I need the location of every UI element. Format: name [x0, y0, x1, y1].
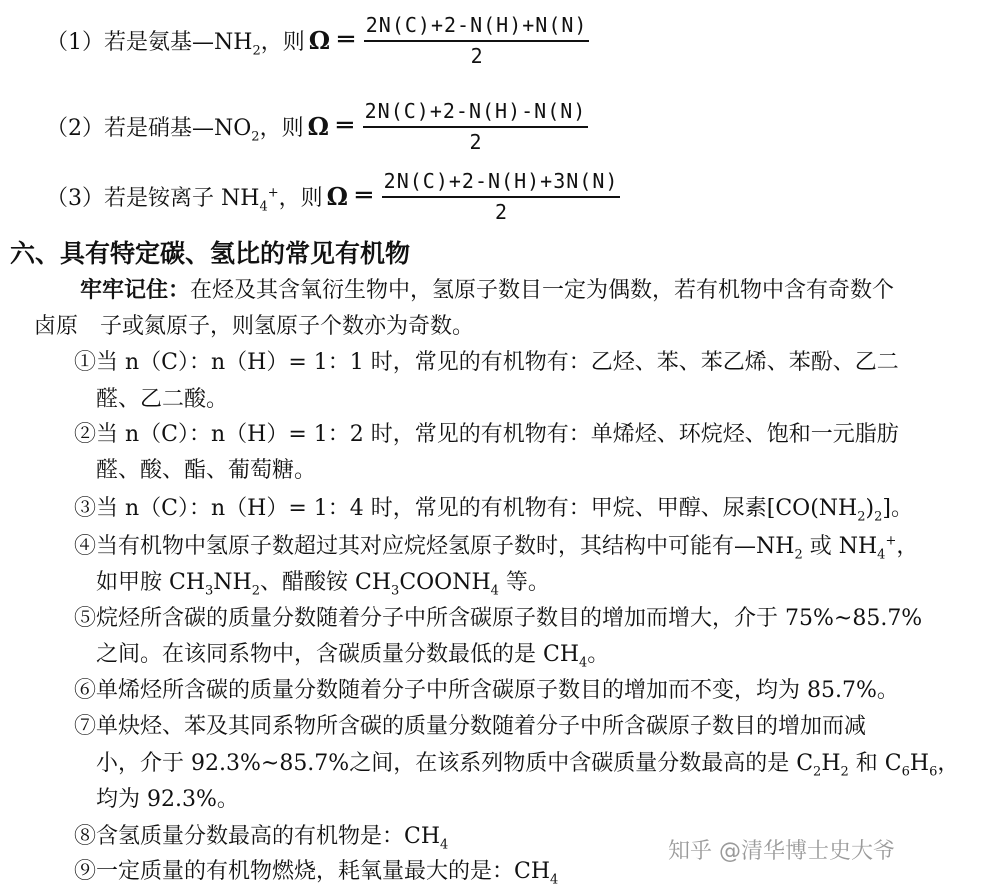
numerator: 2N(C)+2-N(H)-N(N) — [363, 99, 589, 128]
fraction — [364, 13, 590, 68]
formula-label: （2）若是硝基$—NO_2$，则 — [46, 115, 304, 144]
item-1-line-2: 醛、乙二酸。 — [96, 387, 229, 412]
numerator: 2N(C)+2-N(H)+3N(N) — [382, 169, 621, 198]
item-3: ③当 n（C）：n（H）= 1：4 时，常见的有机物有：甲烷、甲醇、尿素$[CO(NH_2)_2]$。 — [74, 496, 913, 525]
omega-symbol: Ω — [307, 111, 329, 141]
equals-sign: ═ — [338, 25, 354, 55]
omega-symbol: Ω — [308, 25, 331, 55]
item-8: ⑧含氢质量分数最高的有机物是：$CH_4$ — [74, 824, 449, 853]
item-2-line-1: ②当 n（C）：n（H）= 1：2 时，常见的有机物有：单烯烃、环烷烃、饱和一元脂肪 — [74, 422, 899, 447]
item-2-line-2: 醛、酸、酯、葡萄糖。 — [96, 458, 317, 483]
item-7-line-3: 均为 92.3%。 — [96, 787, 239, 812]
fraction — [363, 99, 589, 154]
item-5-line-1: ⑤烷烃所含碳的质量分数随着分子中所含碳原子数目的增加而增大，介于 75%~85.7% — [74, 606, 923, 631]
remember-label: 牢牢记住： — [80, 277, 191, 303]
remember-line-2: 卤原 子或氮原子，则氢原子个数亦为奇数。 — [34, 314, 475, 339]
item-6: ⑥单烯烃所含碳的质量分数随着分子中所含碳原子数目的增加而不变，均为 85.7%。 — [74, 678, 899, 703]
equals-sign: ═ — [356, 181, 372, 211]
denominator: 2 — [470, 43, 483, 68]
omega-symbol: Ω — [326, 181, 349, 211]
formula-label: （1）若是氨基$—NH_2$，则 — [46, 29, 305, 58]
remember-line-1: 牢牢记住：在烃及其含氧衍生物中，氢原子数目一定为偶数，若有机物中含有奇数个 — [80, 277, 895, 303]
denominator: 2 — [495, 199, 508, 224]
item-1-line-1: ①当 n（C）：n（H）= 1：1 时，常见的有机物有：乙烃、苯、苯乙烯、苯酚、乙二 — [74, 350, 899, 375]
denominator: 2 — [469, 129, 482, 154]
formula-amino — [46, 10, 589, 70]
formula-ammonium — [46, 166, 620, 226]
item-9: ⑨一定质量的有机物燃烧，耗氧量最大的是：$CH_4$ — [74, 859, 559, 888]
section-title: 六、具有特定碳、氢比的常见有机物 — [10, 239, 411, 268]
item-7-line-2: 小，介于 92.3%~85.7%之间，在该系列物质中含碳质量分数最高的是 $C_2H_2$ 和 $C_6H_6$， — [96, 751, 960, 780]
item-4-line-2: 如甲胺 $CH_3NH_2$、醋酸铵 $CH_3COONH_4$ 等。 — [96, 570, 550, 599]
item-5-line-2: 之间。在该同系物中，含碳质量分数最低的是 $CH_4$。 — [96, 642, 610, 671]
fraction — [382, 169, 621, 224]
watermark: 知乎 @清华博士史大爷 — [668, 839, 895, 864]
item-7-line-1: ⑦单炔烃、苯及其同系物所含碳的质量分数随着分子中所含碳原子数目的增加而减 — [74, 714, 867, 739]
item-4-line-1: ④当有机物中氢原子数超过其对应烷烃氢原子数时，其结构中可能有$—NH_2$ 或 $NH_4^+$， — [74, 533, 919, 563]
equals-sign: ═ — [336, 111, 353, 141]
formula-nitro — [46, 96, 588, 156]
numerator: 2N(C)+2-N(H)+N(N) — [364, 13, 590, 42]
formula-label: （3）若是铵离子 $NH_4^+$，则 — [46, 185, 323, 214]
